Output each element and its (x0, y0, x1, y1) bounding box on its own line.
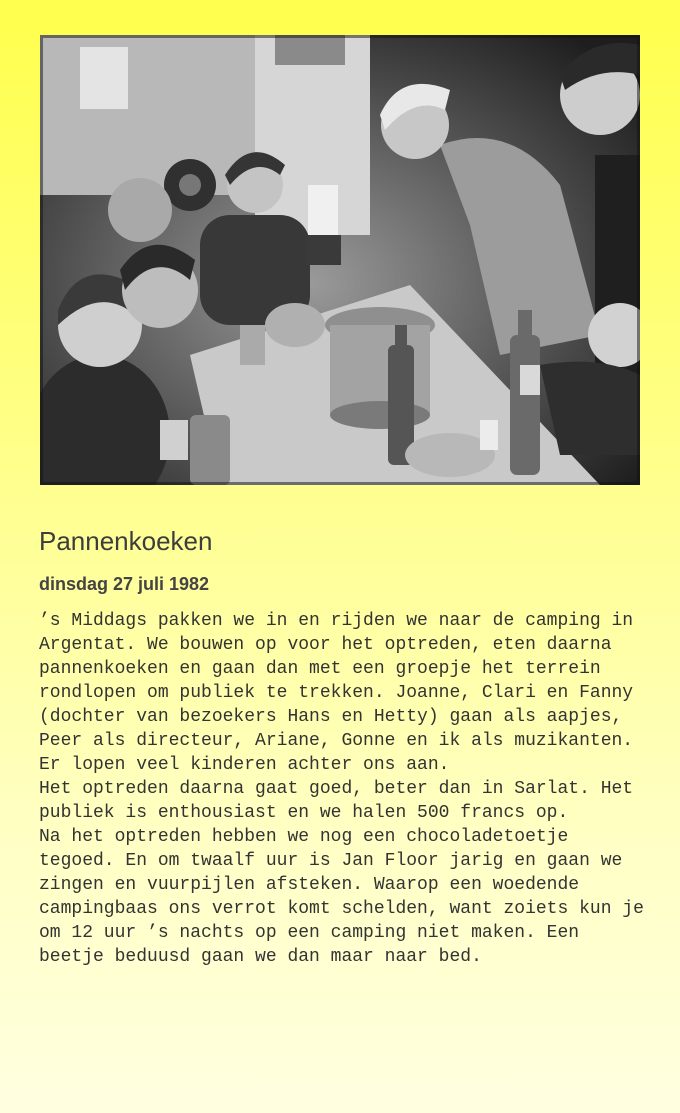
entry-paragraph: Het optreden daarna gaat goed, beter dan in Sarlat. Het publiek is enthousiast en we halen 500 francs op. (39, 779, 634, 823)
entry-paragraph: ’s Middags pakken we in en rijden we naar de camping in Argentat. We bouwen op voor het optreden, eten daarna pannenkoeken en gaan dan met een groepje het terrein rondlopen om publiek te trekken. Joanne, Clari en Fanny (dochter van bezoekers Hans en Hetty) gaan als aapjes, Peer als directeur, Ariane, Gonne en ik als muzikanten. Er lopen veel kinderen achter ons aan. (39, 611, 634, 775)
entry-title: Pannenkoeken (39, 526, 213, 556)
entry-body (39, 609, 649, 969)
camping-photo (40, 35, 640, 485)
entry-paragraph: Na het optreden hebben we nog een chocoladetoetje tegoed. En om twaalf uur is Jan Floor jarig en gaan we zingen en vuurpijlen afsteken. Waarop een woedende campingbaas ons verrot komt schelden, want zoiets kun je om 12 uur ’s nachts op een camping niet maken. Een beetje beduusd gaan we dan maar naar bed. (39, 827, 644, 967)
entry-date: dinsdag 27 juli 1982 (39, 574, 210, 594)
